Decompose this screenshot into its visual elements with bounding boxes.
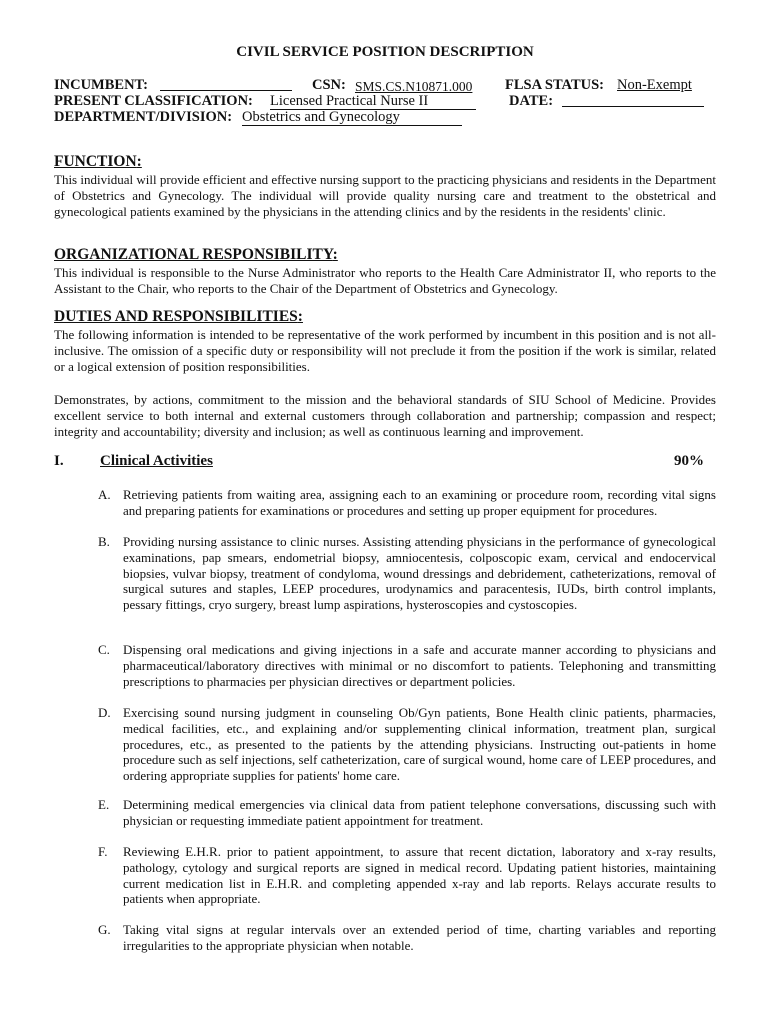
duty-text: Providing nursing assistance to clinic nurses. Assisting attending physicians in the performance of gynecological examinations, pap smears, endometrial biopsy, amniocentesis, colposcopic exam, cervical and endocervical biopsies, vulvar biopsy, treatment of condyloma, wound dressings and debridement, catheterizations, removal of surgical sutures and staples, LEEP procedures, urodynamics and paracentesis, IUDs, birth control implants, pessary fittings, cryo surgery, breast lump aspirations, hysteroscopies and cystoscopies. (123, 534, 716, 613)
duty-text: Determining medical emergencies via clinical data from patient telephone conversations, discussing such with physician or requesting immediate patient appointment for treatment. (123, 797, 716, 828)
classification-value: Licensed Practical Nurse II (270, 93, 429, 109)
duty-letter: B. (98, 534, 110, 549)
duty-letter: F. (98, 844, 108, 859)
incumbent-label: INCUMBENT: (54, 77, 148, 93)
department-value: Obstetrics and Gynecology (242, 109, 400, 125)
function-text: This individual will provide efficient and effective nursing support to the practicing physicians and residents in the Department of Obstetrics and Gynecology. The individual will provide quality nursing care and treatment to the obstetrical and gynecological patients examined by the physicians in the attending clinics and by the residents in the residents' clinic. (54, 172, 716, 219)
date-label: DATE: (509, 93, 554, 109)
duty-item-a (98, 487, 716, 519)
section-percent: 90% (674, 453, 704, 469)
section-title: Clinical Activities (100, 453, 213, 469)
csn-value: SMS.CS.N10871.000 (355, 79, 473, 94)
function-heading: FUNCTION: (54, 153, 142, 170)
duty-text: Dispensing oral medications and giving injections in a safe and accurate manner according to physicians and pharmaceutical/laboratory directives with minimal or no discomfort to patients. Telephoning and transmitting prescriptions to pharmacies per physician directives or department policies. (123, 642, 716, 689)
duty-item-d (98, 705, 716, 784)
duty-item-e (98, 797, 716, 829)
document-title: CIVIL SERVICE POSITION DESCRIPTION (236, 44, 534, 60)
duty-letter: A. (98, 487, 111, 502)
duty-text: Retrieving patients from waiting area, assigning each to an examining or procedure room, recording vital signs and preparing patients for examinations or procedures and setting up proper equipment for procedures. (123, 487, 716, 518)
duty-letter: C. (98, 642, 110, 657)
duty-text: Reviewing E.H.R. prior to patient appointment, to assure that recent dictation, laboratory and x-ray results, pathology, cytology and surgical reports are signed in medical record. Updating patient histories, maintaining current medication list in E.H.R. and completing appended x-ray and lab reports. Relays accurate results to patients when appropriate. (123, 844, 716, 907)
organizational-text: This individual is responsible to the Nurse Administrator who reports to the Health Care Administrator II, who reports to the Assistant to the Chair, who reports to the Chair of the Department of Obstetrics and Gynecology. (54, 265, 716, 296)
classification-field (270, 93, 476, 110)
duty-item-f (98, 844, 716, 907)
date-blank (562, 93, 704, 112)
csn-label: CSN: (312, 77, 346, 93)
classification-label: PRESENT CLASSIFICATION: (54, 93, 253, 109)
duty-letter: D. (98, 705, 111, 720)
flsa-value: Non-Exempt (617, 77, 692, 93)
duty-letter: G. (98, 922, 111, 937)
flsa-label: FLSA STATUS: (505, 77, 604, 93)
section-number: I. (54, 453, 64, 469)
duties-text-2: Demonstrates, by actions, commitment to the mission and the behavioral standards of SIU School of Medicine. Provides excellent service to both internal and external customers through collaboration and partnership; compassion and respect; integrity and accountability; diversity and inclusion; as well as continuous learning and improvement. (54, 392, 716, 439)
duty-item-g (98, 922, 716, 954)
duty-item-b (98, 534, 716, 613)
duties-text-1: The following information is intended to be representative of the work performed by incumbent in this position and is not all-inclusive. The omission of a specific duty or responsibility will not preclude it from the position if the work is similar, related or a logical extension of position responsibilities. (54, 327, 716, 374)
duty-item-c (98, 642, 716, 689)
organizational-heading: ORGANIZATIONAL RESPONSIBILITY: (54, 246, 338, 263)
duties-heading: DUTIES AND RESPONSIBILITIES: (54, 308, 303, 325)
duty-letter: E. (98, 797, 110, 812)
department-label: DEPARTMENT/DIVISION: (54, 109, 233, 125)
department-field (242, 109, 462, 126)
duty-text: Exercising sound nursing judgment in counseling Ob/Gyn patients, Bone Health clinic patients, pharmacies, medical facilities, etc., and explaining and/or supplementing clinical information, treatment plan, surgical procedures, etc., as presented to the patients by the attending physicians. Instructing out-patients in home procedure such as self injections, self catheterization, care of surgical wound, home care of LEEP procedures, and ordering appropriate supplies for patients' home care. (123, 705, 716, 784)
duty-text: Taking vital signs at regular intervals over an extended period of time, charting variables and reporting irregularities to the appropriate physician when notable. (123, 922, 716, 953)
